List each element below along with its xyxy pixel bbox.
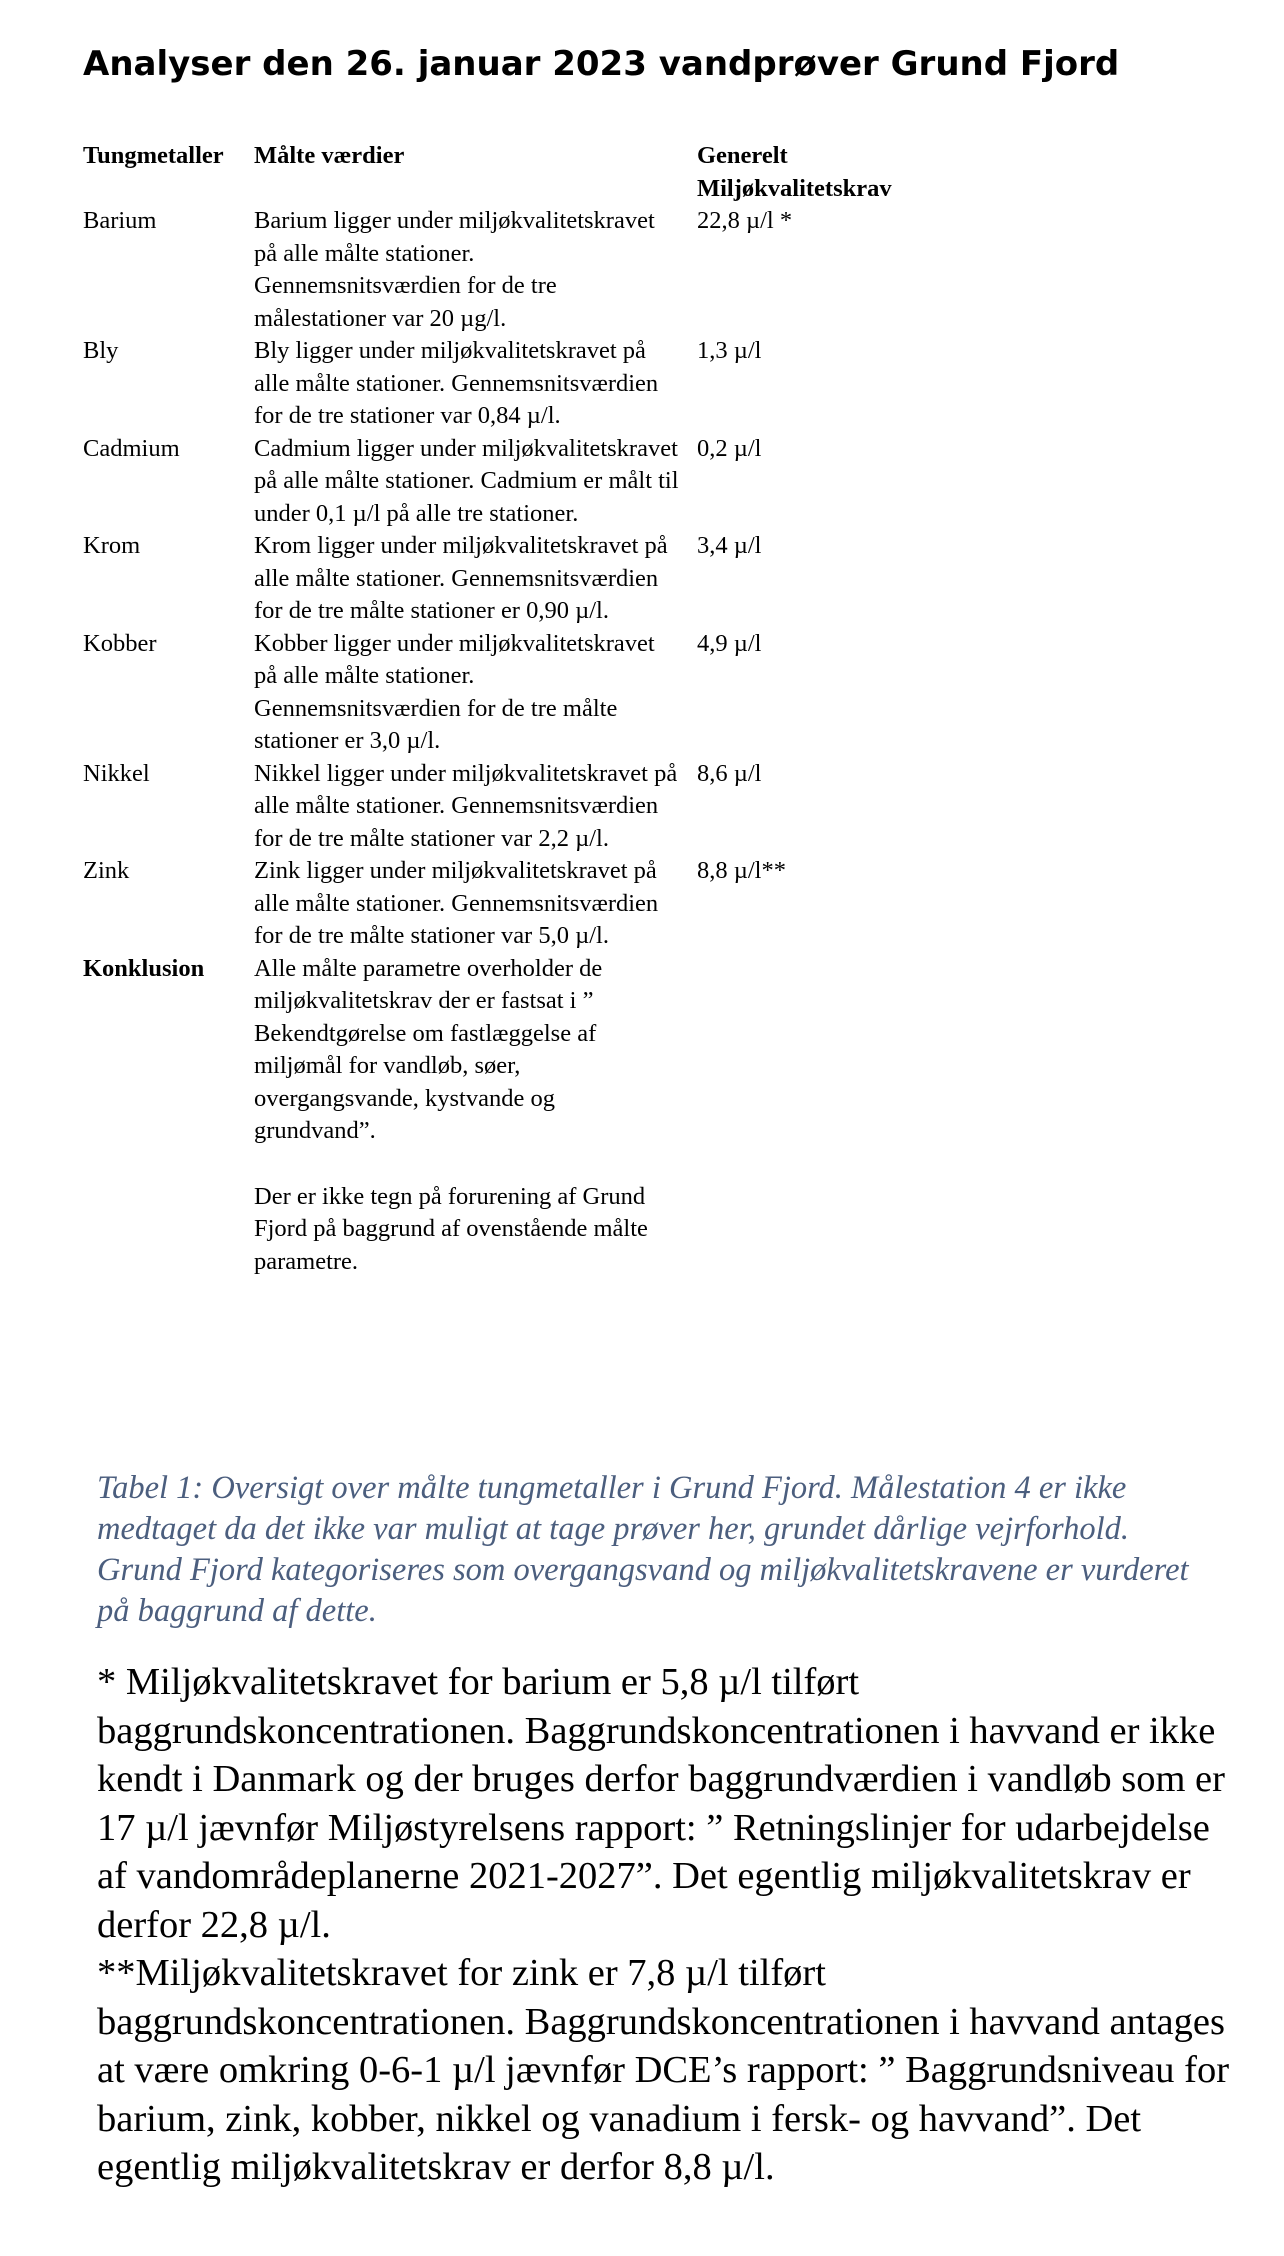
heavy-metals-table <box>83 140 957 1278</box>
table-row-barium <box>83 205 957 335</box>
measured-value-text <box>254 205 697 335</box>
table-row-nikkel <box>83 758 957 856</box>
measured-value: Bly ligger under miljøkvalitetskravet på alle målte stationer. Gennemsnitsværdien for de tre stationer var 0,84 µ/l. <box>254 337 659 429</box>
requirement-value: 1,3 µ/l <box>697 337 762 364</box>
measured-value-text <box>254 530 697 628</box>
metal-name: Krom <box>83 532 141 559</box>
table-row-conclusion <box>83 953 957 1279</box>
conclusion-text <box>254 953 697 1279</box>
measured-value: Kobber ligger under miljøkvalitetskravet på alle målte stationer. Gennemsnitsværdien for de tre målte stationer er 3,0 µ/l. <box>254 629 655 754</box>
metal-name: Cadmium <box>83 434 180 462</box>
metal-name: Barium <box>83 207 157 234</box>
table-caption: Tabel 1: Oversigt over målte tungmetaller i Grund Fjord. Målestation 4 er ikke medtaget da det ikke var muligt at tage prøver her, grundet dårlige vejrforhold. Grund Fjord kategoriseres som overgangsvand og miljøkvalitetskravene er vurderet på baggrund af dette. <box>97 1470 1189 1629</box>
requirement-value: 3,4 µ/l <box>697 532 762 559</box>
conclusion-requirement-empty <box>697 953 957 1279</box>
metal-name: Zink <box>83 857 130 884</box>
conclusion-label: Konklusion <box>83 954 205 982</box>
measured-value-text <box>254 628 697 758</box>
measured-value-text <box>254 433 697 531</box>
table-row-kobber <box>83 628 957 758</box>
requirement-value: 0,2 µ/l <box>697 434 762 462</box>
header-measured-values: Målte værdier <box>254 142 405 169</box>
measured-value: Nikkel ligger under miljøkvalitetskravet på alle målte stationer. Gennemsnitsværdien for de tre målte stationer var 2,2 µ/l. <box>254 759 678 852</box>
measured-value-text <box>254 855 697 953</box>
measured-value-text <box>254 758 697 856</box>
requirement-value: 4,9 µ/l <box>697 629 762 657</box>
measured-value: Zink ligger under miljøkvalitetskravet på alle målte stationer. Gennemsnitsværdien for de tre målte stationer var 5,0 µ/l. <box>254 857 659 949</box>
header-requirement <box>697 140 957 205</box>
document-title: Analyser den 26. januar 2023 vandprøver Grund Fjord <box>83 44 1120 84</box>
table-row-krom <box>83 530 957 628</box>
header-requirement-line2: Miljøkvalitetskrav <box>697 174 892 202</box>
table-header-row <box>83 140 957 205</box>
table-row-zink <box>83 855 957 953</box>
measured-value: Barium ligger under miljøkvalitetskravet på alle målte stationer. Gennemsnitsværdien for de tre målestationer var 20 µg/l. <box>254 207 655 332</box>
requirement-value: 22,8 µ/l * <box>697 207 793 234</box>
header-requirement-line1: Generelt <box>697 142 788 169</box>
measured-value: Krom ligger under miljøkvalitetskravet på alle målte stationer. Gennemsnitsværdien for de tre målte stationer er 0,90 µ/l. <box>254 532 668 624</box>
footnote-barium: * Miljøkvalitetskravet for barium er 5,8 µ/l tilført baggrundskoncentrationen. Baggrundskoncentrationen i havvand er ikke kendt i Danmark og der bruges derfor baggrundværdien i vandløb som er 17 µ/l jævnfør Miljøstyrelsens rapport: ” Retningslinjer for udarbejdelse af vandområdeplanerne 2021-2027”. Det egentlig miljøkvalitetskrav er derfor 22,8 µ/l. <box>97 1661 1225 1946</box>
measured-value-text <box>254 335 697 433</box>
metal-name: Bly <box>83 337 119 364</box>
requirement-value: 8,8 µ/l** <box>697 857 786 884</box>
measured-value: Cadmium ligger under miljøkvalitetskravet på alle målte stationer. Cadmium er målt til under 0,1 µ/l på alle tre stationer. <box>254 434 679 527</box>
table-row-cadmium <box>83 433 957 531</box>
table-row-bly <box>83 335 957 433</box>
footnote-zink: **Miljøkvalitetskravet for zink er 7,8 µ/l tilført baggrundskoncentrationen. Baggrundskoncentrationen i havvand antages at være omkring 0-6-1 µ/l jævnfør DCE’s rapport: ” Baggrundsniveau for barium, zink, kobber, nikkel og vanadium i fersk- og havvand”. Det egentlig miljøkvalitetskrav er derfor 8,8 µ/l. <box>97 1952 1230 2188</box>
header-metal: Tungmetaller <box>83 142 224 169</box>
footnotes <box>97 1658 1237 2192</box>
conclusion-paragraph-2: Der er ikke tegn på forurening af Grund Fjord på baggrund af ovenstående målte parametre. <box>254 1182 648 1275</box>
metal-name: Kobber <box>83 629 157 657</box>
metal-name: Nikkel <box>83 759 150 787</box>
conclusion-paragraph-1: Alle målte parametre overholder de miljøkvalitetskrav der er fastsat i ” Bekendtgørelse om fastlæggelse af miljømål for vandløb, søer, overgangsvande, kystvande og grundvand”. <box>254 954 603 1144</box>
requirement-value: 8,6 µ/l <box>697 759 762 787</box>
